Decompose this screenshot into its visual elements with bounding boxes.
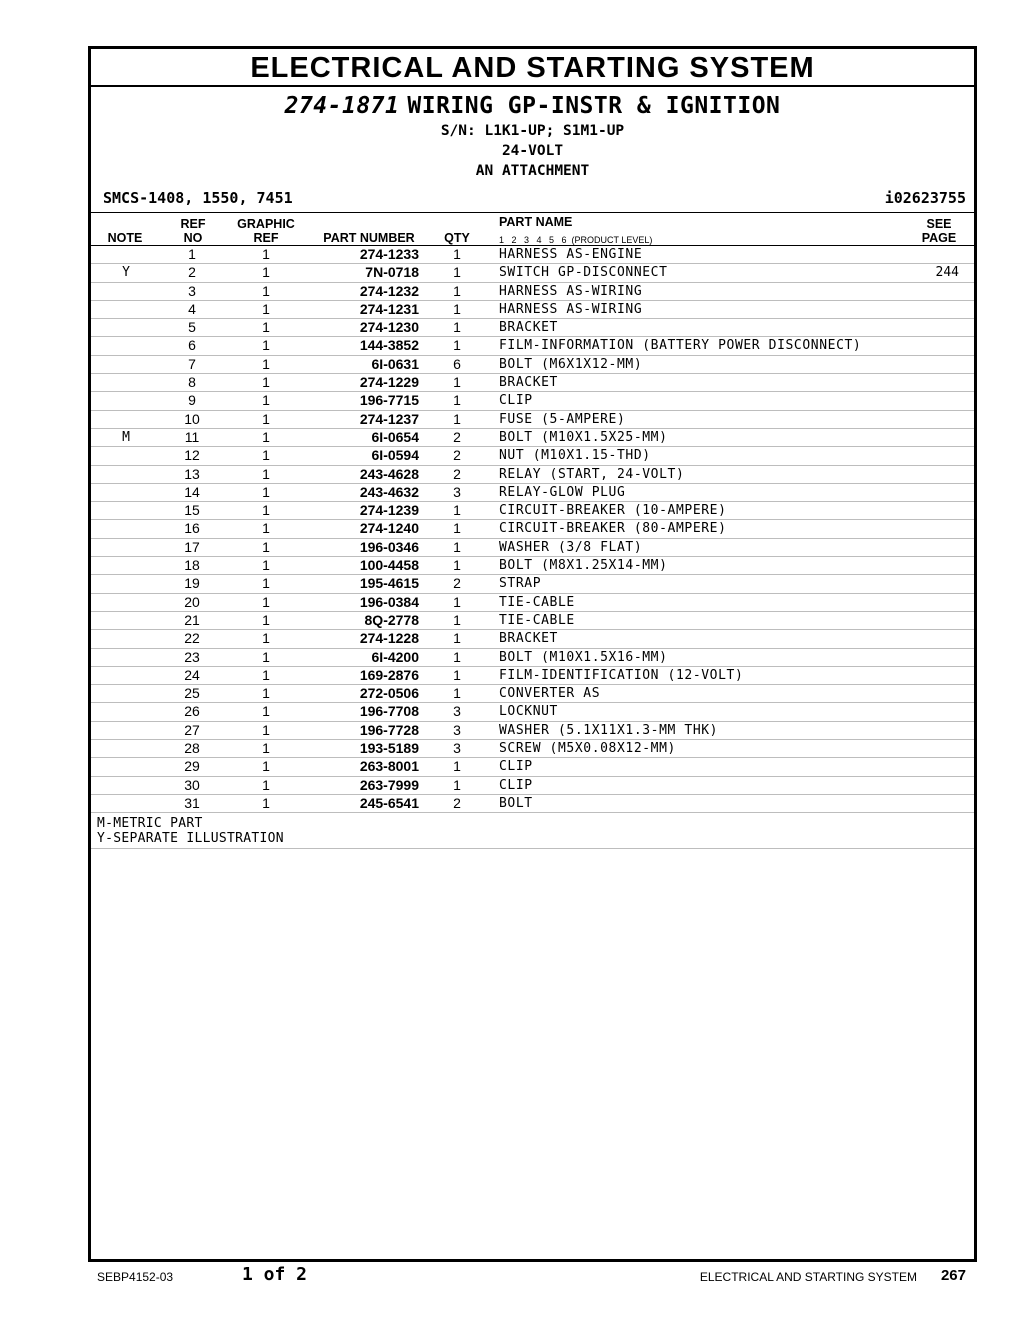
graphic-ref-cell: 1 (262, 246, 270, 262)
part-name-cell: WASHER (5.1X11X1.3-MM THK) (499, 722, 719, 738)
part-number-cell: 274-1231 (359, 300, 419, 317)
graphic-ref-cell: 1 (262, 721, 270, 738)
part-name-cell: HARNESS AS-ENGINE (499, 247, 643, 262)
ref-no-cell: 4 (188, 300, 196, 317)
graphic-ref-cell: 1 (262, 428, 270, 445)
part-name-cell: CLIP (499, 759, 533, 775)
part-number-cell: 196-7715 (359, 392, 419, 409)
part-number-cell: 274-1237 (359, 410, 419, 427)
ref-no-cell: 6 (188, 337, 196, 354)
table-row (91, 575, 974, 593)
group-name: WIRING GP-INSTR & IGNITION (407, 93, 781, 119)
part-number-cell: 243-4628 (359, 465, 419, 482)
graphic-ref-cell: 1 (262, 374, 270, 391)
ref-no-cell: 7 (188, 355, 196, 372)
part-number-cell: 243-4632 (359, 483, 419, 500)
part-number-cell: 274-1230 (359, 319, 419, 336)
table-row (91, 594, 974, 612)
graphic-ref-cell: 1 (262, 538, 270, 555)
footer-section: ELECTRICAL AND STARTING SYSTEM (699, 1270, 917, 1284)
part-name-cell: TIE-CABLE (499, 612, 575, 628)
qty-cell: 1 (453, 758, 461, 775)
qty-cell: 1 (453, 666, 461, 683)
table-row (91, 411, 974, 429)
table-row (91, 374, 974, 392)
col-see-top: SEE (926, 217, 952, 231)
ref-no-cell: 12 (184, 447, 200, 464)
serial-numbers: S/N: L1K1-UP; S1M1-UP (440, 123, 625, 139)
group-heading (91, 93, 974, 119)
ref-no-cell: 28 (184, 740, 200, 757)
col-graphic-bottom: REF (253, 231, 279, 245)
graphic-ref-cell: 1 (262, 282, 270, 299)
part-name-cell: BRACKET (499, 375, 558, 391)
part-name-cell: BOLT (M6X1X12-MM) (499, 356, 643, 372)
qty-cell: 2 (453, 428, 461, 445)
ref-no-cell: 19 (184, 575, 200, 592)
ref-no-cell: 11 (184, 428, 200, 445)
part-name-cell: BRACKET (499, 320, 558, 336)
ref-no-cell: 8 (188, 374, 196, 391)
col-product-level: 1 2 3 4 5 6 (PRODUCT LEVEL) (499, 235, 653, 245)
ref-no-cell: 24 (184, 666, 200, 683)
ref-no-cell: 9 (188, 392, 196, 409)
graphic-ref-cell: 1 (262, 392, 270, 409)
part-number-cell: 274-1232 (359, 282, 419, 299)
graphic-ref-cell: 1 (262, 355, 270, 372)
part-number-cell: 6I-0654 (371, 428, 419, 445)
ref-no-cell: 31 (184, 794, 200, 811)
ref-no-cell: 14 (184, 483, 200, 500)
graphic-ref-cell: 1 (262, 410, 270, 427)
qty-cell: 3 (453, 483, 461, 500)
part-number-cell: 274-1228 (359, 630, 419, 647)
table-row (91, 447, 974, 465)
part-number-cell: 6I-4200 (371, 648, 419, 665)
ref-no-cell: 15 (184, 502, 200, 519)
ref-no-cell: 2 (188, 264, 196, 281)
part-name-cell: CLIP (499, 393, 533, 409)
part-number-cell: 144-3852 (359, 337, 419, 354)
graphic-ref-cell: 1 (262, 666, 270, 683)
table-row (91, 795, 974, 813)
qty-cell: 2 (453, 465, 461, 482)
qty-cell: 6 (453, 355, 461, 372)
ref-no-cell: 16 (184, 520, 200, 537)
graphic-ref-cell: 1 (262, 703, 270, 720)
qty-cell: 1 (453, 611, 461, 628)
table-row (91, 283, 974, 301)
qty-cell: 1 (453, 374, 461, 391)
table-row (91, 429, 974, 447)
graphic-ref-cell: 1 (262, 520, 270, 537)
table-row (91, 722, 974, 740)
part-name-cell: CIRCUIT-BREAKER (10-AMPERE) (499, 503, 727, 519)
graphic-ref-cell: 1 (262, 557, 270, 574)
part-name-cell: HARNESS AS-WIRING (499, 283, 643, 299)
graphic-ref-cell: 1 (262, 648, 270, 665)
col-graphic-top: GRAPHIC (237, 217, 295, 231)
ref-no-cell: 20 (184, 593, 200, 610)
qty-cell: 3 (453, 740, 461, 757)
part-name-cell: TIE-CABLE (499, 594, 575, 610)
part-number-cell: 6I-0594 (371, 447, 419, 464)
graphic-ref-cell: 1 (262, 575, 270, 592)
qty-cell: 1 (453, 264, 461, 281)
col-note: NOTE (107, 231, 143, 245)
col-ref-top: REF (180, 217, 206, 231)
ref-no-cell: 21 (184, 611, 200, 628)
part-number-cell: 196-7728 (359, 721, 419, 738)
part-number-cell: 193-5189 (359, 740, 419, 757)
part-name-cell: CIRCUIT-BREAKER (80-AMPERE) (499, 521, 727, 537)
qty-cell: 1 (453, 557, 461, 574)
part-name-cell: SCREW (M5X0.08X12-MM) (499, 741, 676, 757)
qty-cell: 1 (453, 776, 461, 793)
page-frame (88, 46, 977, 1262)
table-row (91, 703, 974, 721)
qty-cell: 3 (453, 721, 461, 738)
qty-cell: 1 (453, 392, 461, 409)
ref-no-cell: 26 (184, 703, 200, 720)
part-name-cell: SWITCH GP-DISCONNECT (499, 265, 668, 281)
col-qty: QTY (444, 231, 470, 245)
part-name-cell: BRACKET (499, 631, 558, 647)
table-row (91, 685, 974, 703)
graphic-ref-cell: 1 (262, 319, 270, 336)
attachment-label: AN ATTACHMENT (475, 163, 590, 179)
qty-cell: 1 (453, 593, 461, 610)
notes-legend (97, 816, 974, 849)
ref-no-cell: 3 (188, 282, 196, 299)
table-row (91, 466, 974, 484)
part-name-cell: LOCKNUT (499, 704, 558, 720)
header-divider (91, 212, 974, 213)
part-number-cell: 274-1229 (359, 374, 419, 391)
qty-cell: 1 (453, 319, 461, 336)
footer-doc-number: SEBP4152-03 (97, 1270, 174, 1284)
graphic-ref-cell: 1 (262, 483, 270, 500)
part-number-cell: 196-7708 (359, 703, 419, 720)
part-name-cell: BOLT (M8X1.25X14-MM) (499, 558, 668, 574)
voltage-label: 24-VOLT (501, 143, 564, 159)
part-name-cell: FILM-IDENTIFICATION (12-VOLT) (499, 667, 744, 683)
ref-no-cell: 30 (184, 776, 200, 793)
ref-no-cell: 29 (184, 758, 200, 775)
ref-no-cell: 27 (184, 721, 200, 738)
graphic-ref-cell: 1 (262, 502, 270, 519)
table-row (91, 520, 974, 538)
part-number-cell: 272-0506 (359, 685, 419, 702)
part-number-cell: 100-4458 (359, 557, 419, 574)
table-row (91, 777, 974, 795)
part-name-cell: WASHER (3/8 FLAT) (499, 539, 643, 555)
col-part-name: PART NAME (499, 215, 573, 229)
see-page-cell: 244 (935, 265, 959, 281)
ref-no-cell: 5 (188, 319, 196, 336)
qty-cell: 1 (453, 520, 461, 537)
graphic-ref-cell: 1 (262, 611, 270, 628)
qty-cell: 1 (453, 538, 461, 555)
part-name-cell: BOLT (M10X1.5X25-MM) (499, 429, 668, 445)
table-row (91, 264, 974, 282)
table-row (91, 649, 974, 667)
part-number-cell: 263-8001 (359, 758, 419, 775)
part-number-cell: 245-6541 (359, 794, 419, 811)
graphic-ref-cell: 1 (262, 776, 270, 793)
table-row (91, 667, 974, 685)
part-number-cell: 196-0384 (359, 593, 419, 610)
col-part-number: PART NUMBER (323, 231, 415, 245)
qty-cell: 1 (453, 300, 461, 317)
part-number-cell: 7N-0718 (365, 264, 419, 281)
ref-no-cell: 18 (184, 557, 200, 574)
footer-page-of: 1 of 2 (242, 1264, 308, 1285)
graphic-ref-cell: 1 (262, 465, 270, 482)
footer-page-number: 267 (940, 1267, 966, 1284)
part-name-cell: CLIP (499, 777, 533, 793)
parts-table (91, 246, 974, 813)
table-row (91, 612, 974, 630)
graphic-ref-cell: 1 (262, 337, 270, 354)
qty-cell: 2 (453, 575, 461, 592)
qty-cell: 1 (453, 685, 461, 702)
note-line: M-METRIC PART (97, 816, 203, 832)
ref-no-cell: 17 (184, 538, 200, 555)
col-see-bottom: PAGE (921, 231, 957, 245)
illustration-id: i02623755 (884, 189, 966, 207)
part-name-cell: BOLT (499, 795, 533, 811)
table-row (91, 630, 974, 648)
table-row (91, 740, 974, 758)
graphic-ref-cell: 1 (262, 685, 270, 702)
ref-no-cell: 25 (184, 685, 200, 702)
table-row (91, 557, 974, 575)
note-cell: Y (122, 265, 130, 281)
table-row (91, 319, 974, 337)
qty-cell: 3 (453, 703, 461, 720)
table-row (91, 502, 974, 520)
part-name-cell: FILM-INFORMATION (BATTERY POWER DISCONNECT) (499, 338, 862, 354)
graphic-ref-cell: 1 (262, 300, 270, 317)
note-line: Y-SEPARATE ILLUSTRATION (97, 831, 284, 847)
qty-cell: 1 (453, 246, 461, 262)
ref-no-cell: 23 (184, 648, 200, 665)
qty-cell: 1 (453, 410, 461, 427)
qty-cell: 1 (453, 502, 461, 519)
table-row (91, 301, 974, 319)
note-cell: M (122, 429, 130, 445)
part-number-cell: 274-1239 (359, 502, 419, 519)
graphic-ref-cell: 1 (262, 740, 270, 757)
part-number-cell: 8Q-2778 (364, 611, 419, 628)
part-name-cell: RELAY-GLOW PLUG (499, 484, 626, 500)
graphic-ref-cell: 1 (262, 593, 270, 610)
smcs-codes: SMCS-1408, 1550, 7451 (103, 189, 293, 207)
part-number-cell: 263-7999 (359, 776, 419, 793)
part-number-cell: 169-2876 (359, 666, 419, 683)
part-name-cell: NUT (M10X1.15-THD) (499, 448, 651, 464)
part-name-cell: STRAP (499, 576, 542, 592)
table-row (91, 484, 974, 502)
table-row (91, 246, 974, 264)
table-row (91, 356, 974, 374)
qty-cell: 2 (453, 794, 461, 811)
graphic-ref-cell: 1 (262, 264, 270, 281)
part-name-cell: CONVERTER AS (499, 686, 601, 702)
ref-no-cell: 22 (184, 630, 200, 647)
graphic-ref-cell: 1 (262, 794, 270, 811)
qty-cell: 1 (453, 282, 461, 299)
table-row (91, 392, 974, 410)
part-number-cell: 6I-0631 (371, 355, 419, 372)
qty-cell: 2 (453, 447, 461, 464)
qty-cell: 1 (453, 630, 461, 647)
table-row (91, 758, 974, 776)
part-number-cell: 196-0346 (359, 538, 419, 555)
ref-no-cell: 10 (184, 410, 200, 427)
table-row (91, 337, 974, 355)
table-row (91, 539, 974, 557)
part-name-cell: FUSE (5-AMPERE) (499, 411, 626, 427)
group-part-number: 274-1871 (284, 93, 400, 119)
part-number-cell: 274-1240 (359, 520, 419, 537)
graphic-ref-cell: 1 (262, 630, 270, 647)
part-name-cell: HARNESS AS-WIRING (499, 301, 643, 317)
part-name-cell: BOLT (M10X1.5X16-MM) (499, 649, 668, 665)
part-name-cell: RELAY (START, 24-VOLT) (499, 466, 685, 482)
part-number-cell: 274-1233 (359, 246, 419, 262)
section-title: ELECTRICAL AND STARTING SYSTEM (91, 49, 974, 87)
qty-cell: 1 (453, 337, 461, 354)
part-number-cell: 195-4615 (359, 575, 419, 592)
ref-no-cell: 13 (184, 465, 200, 482)
graphic-ref-cell: 1 (262, 758, 270, 775)
ref-no-cell: 1 (188, 246, 196, 262)
graphic-ref-cell: 1 (262, 447, 270, 464)
notes-divider (91, 848, 974, 849)
col-ref-bottom: NO (183, 231, 203, 245)
qty-cell: 1 (453, 648, 461, 665)
